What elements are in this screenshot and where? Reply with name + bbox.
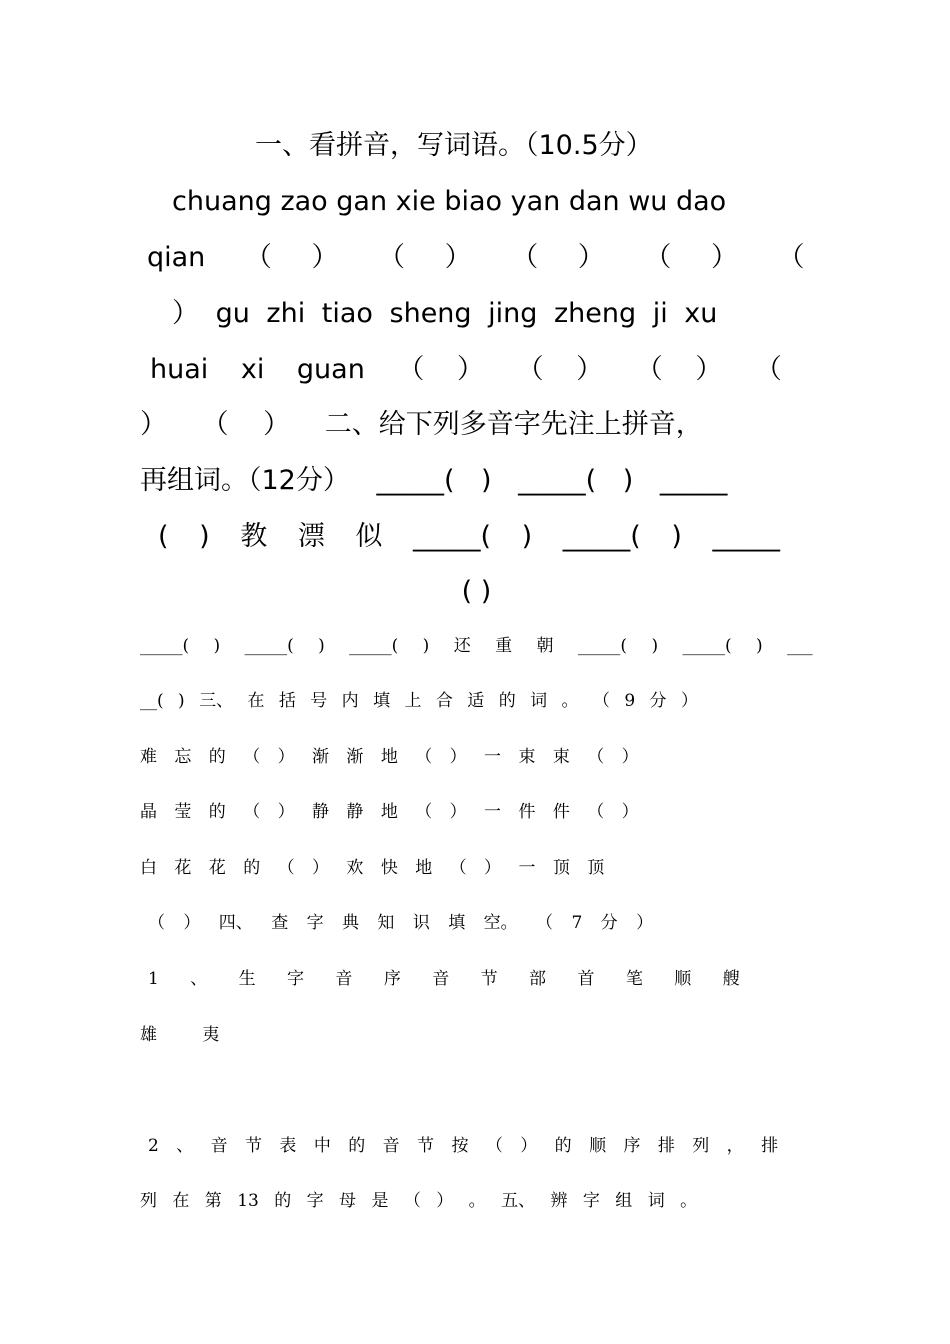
fill-word-row-2: 晶 莹 的 （ ） 静 静 地 （ ） 一 件 件 （ ） — [140, 802, 639, 822]
dictionary-q2-row: 2 、 音 节 表 中 的 音 节 按 （ ） 的 顺 序 排 列 ， 排 — [148, 1136, 779, 1156]
fill-word-row-1: 难 忘 的 （ ） 渐 渐 地 （ ） 一 束 束 （ ） — [140, 747, 639, 767]
polyphone-row-2: _____( ) _____( ) _____( ) 还 重 朝 _____( ) _____( ) ___ — [140, 636, 813, 656]
section-2-title-line: ） （ ） 二、给下列多音字先注上拼音， — [140, 409, 703, 440]
dictionary-q1-row: 1 、 生 字 音 序 音 节 部 首 笔 顺 艘 — [148, 969, 740, 989]
pinyin-answer-line-1: qian （ ） （ ） （ ） （ ） （ — [147, 242, 805, 273]
fill-word-row-3: 白 花 花 的 （ ） 欢 快 地 （ ） 一 顶 顶 — [140, 858, 605, 878]
pinyin-line-1: chuang zao gan xie biao yan dan wu dao — [172, 186, 727, 217]
section-4-title-line: （ ） 四、 查 字 典 知 识 填 空。 （ 7 分 ） — [148, 913, 654, 933]
polyphone-row-1: ( ) 教 漂 似 _____( ) _____( ) _____ — [158, 521, 780, 552]
section-3-title-line: __( ) 三、 在 括 号 内 填 上 合 适 的 词 。 （ 9 分 ） — [140, 691, 698, 711]
polyphone-row-1-end: ( ) — [461, 576, 492, 607]
pinyin-line-2: ） gu zhi tiao sheng jing zheng ji xu — [172, 298, 718, 329]
pinyin-answer-line-2: huai xi guan （ ） （ ） （ ） （ — [150, 354, 782, 385]
dictionary-q2-cont: 列 在 第 13 的 字 母 是 （ ） 。 五、 辨 字 组 词 。 — [140, 1191, 698, 1211]
dictionary-q1-chars: 雄 夷 — [140, 1025, 220, 1045]
section-1-title: 一、看拼音，写词语。（10.5分） — [255, 130, 653, 161]
section-2-title-cont: 再组词。（12分） _____( ) _____( ) _____ — [140, 465, 728, 496]
